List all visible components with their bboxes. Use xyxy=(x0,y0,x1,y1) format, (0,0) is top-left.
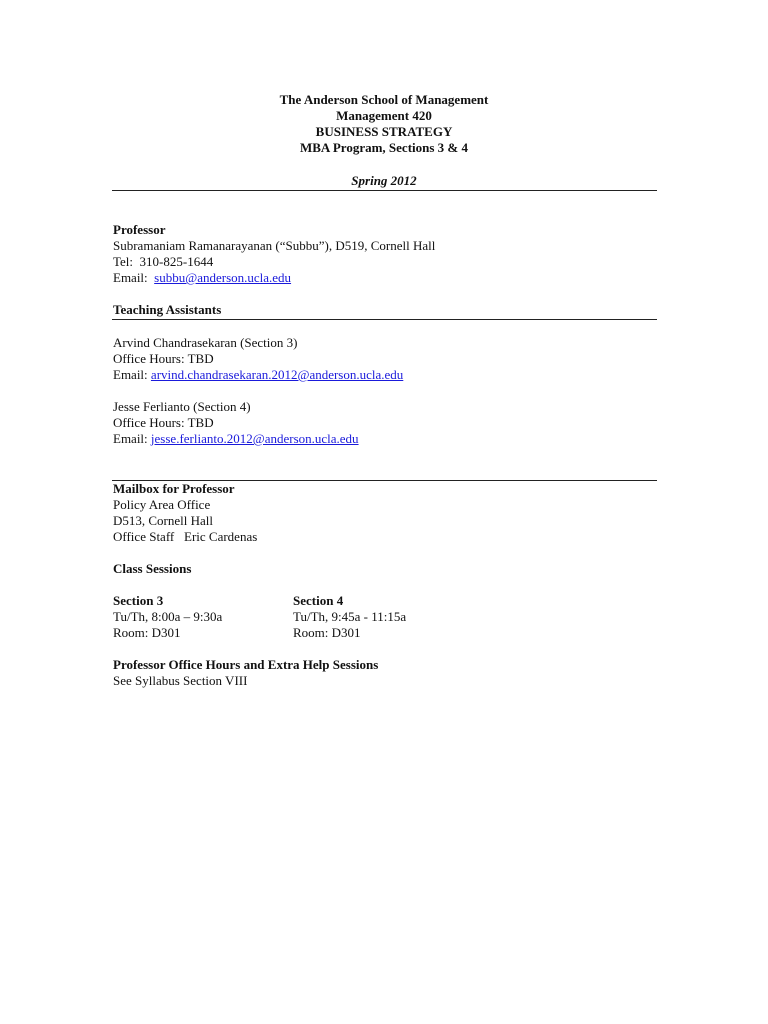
professor-email-link[interactable]: subbu@anderson.ucla.edu xyxy=(154,270,292,285)
sessions-heading-block xyxy=(113,561,191,577)
program-line: MBA Program, Sections 3 & 4 xyxy=(299,140,469,155)
professor-tel: 310-825-1644 xyxy=(139,254,214,269)
section-3-block xyxy=(113,593,222,641)
mailbox-line: D513, Cornell Hall xyxy=(113,513,214,528)
section-time: Tu/Th, 8:00a – 9:30a xyxy=(113,609,223,624)
email-label: Email: xyxy=(113,431,148,446)
ta-email-line xyxy=(113,367,403,383)
professor-tel-line xyxy=(113,254,435,270)
mailbox-section xyxy=(113,481,257,545)
document-header xyxy=(0,92,768,156)
ta-email-line xyxy=(113,431,359,447)
section-4-block xyxy=(293,593,406,641)
section-title: Section 4 xyxy=(293,593,344,608)
email-label: Email: xyxy=(113,270,148,285)
term-label: Spring 2012 xyxy=(351,173,417,188)
office-hours-section xyxy=(113,657,378,689)
section-time: Tu/Th, 9:45a - 11:15a xyxy=(293,609,407,624)
school-name: The Anderson School of Management xyxy=(279,92,489,107)
ta-office-hours: Office Hours: TBD xyxy=(113,351,214,366)
section-title: Section 3 xyxy=(113,593,164,608)
professor-heading: Professor xyxy=(113,222,166,237)
professor-email-line xyxy=(113,270,435,286)
course-number: Management 420 xyxy=(336,108,432,123)
office-hours-heading: Professor Office Hours and Extra Help Sessions xyxy=(113,657,379,672)
mailbox-line: Office Staff Eric Cardenas xyxy=(113,529,258,544)
ta-heading-block xyxy=(113,302,221,318)
mailbox-heading: Mailbox for Professor xyxy=(113,481,235,496)
sessions-heading: Class Sessions xyxy=(113,561,192,576)
mailbox-line: Policy Area Office xyxy=(113,497,211,512)
ta-item xyxy=(113,399,359,447)
email-label: Email: xyxy=(113,367,148,382)
professor-name-line: Subramaniam Ramanarayanan (“Subbu”), D519, Cornell Hall xyxy=(113,238,436,253)
course-title: BUSINESS STRATEGY xyxy=(315,124,453,139)
ta-name-line: Jesse Ferlianto (Section 4) xyxy=(113,399,251,414)
ta-heading: Teaching Assistants xyxy=(113,302,222,317)
tel-label: Tel: xyxy=(113,254,134,269)
ta-name-line: Arvind Chandrasekaran (Section 3) xyxy=(113,335,298,350)
header-divider xyxy=(112,190,657,191)
section-room: Room: D301 xyxy=(293,625,361,640)
ta-office-hours: Office Hours: TBD xyxy=(113,415,214,430)
ta-email-link[interactable]: arvind.chandrasekaran.2012@anderson.ucla.edu xyxy=(150,367,404,382)
section-room: Room: D301 xyxy=(113,625,181,640)
professor-section xyxy=(113,222,435,286)
ta-email-link[interactable]: jesse.ferlianto.2012@anderson.ucla.edu xyxy=(150,431,359,446)
office-hours-text: See Syllabus Section VIII xyxy=(113,673,248,688)
ta-divider xyxy=(112,319,657,320)
ta-item xyxy=(113,335,403,383)
